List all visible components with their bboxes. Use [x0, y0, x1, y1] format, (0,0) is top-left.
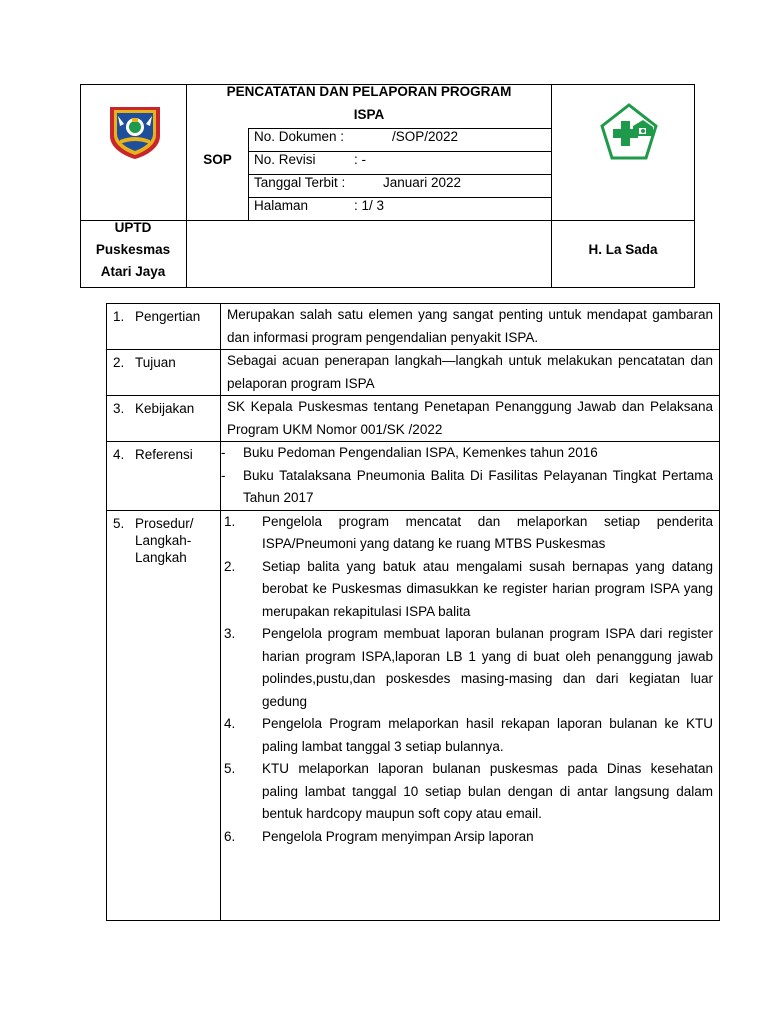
procedure-step: [224, 623, 713, 713]
procedure-step: [224, 758, 713, 826]
row-kebijakan: [107, 396, 720, 442]
page-value: : 1/ 3: [354, 198, 385, 213]
section-label-cell: [107, 396, 221, 442]
dash-marker: -: [221, 467, 226, 483]
step-number: 5.: [224, 761, 236, 776]
section-number: 4.: [113, 447, 125, 462]
reference-text: Buku Pedoman Pengendalian ISPA, Kemenkes tahun 2016: [243, 445, 598, 460]
org-name-line1: UPTD: [114, 220, 152, 235]
step-text: Pengelola program membuat laporan bulanan program ISPA dari register harian program ISPA,laporan LB 1 yang di buat oleh penanggung jawab polindes,pustu,dan poskesdes masing-masing dan dari kegiatan luar gedung: [262, 626, 713, 709]
page-label: Halaman: [254, 198, 309, 213]
procedure-step: [224, 826, 713, 849]
reference-item: [221, 465, 713, 510]
reference-item: [221, 442, 713, 465]
step-text: Pengelola Program menyimpan Arsip laporan: [262, 828, 534, 844]
row-prosedur: [107, 510, 720, 920]
procedure-step: [224, 511, 713, 556]
revision-value: : -: [354, 152, 366, 167]
label-line: Langkah: [135, 549, 187, 565]
document-title-line2: ISPA: [353, 107, 385, 122]
procedure-step: [224, 713, 713, 758]
step-number: 6.: [224, 828, 236, 844]
doc-number-value: /SOP/2022: [392, 129, 459, 144]
section-number: 5.: [113, 515, 125, 531]
emblem-icon: [106, 104, 164, 160]
section-label-cell: [107, 442, 221, 511]
referensi-list: [221, 442, 720, 511]
prosedur-steps: [221, 510, 720, 920]
section-label-cell: [107, 304, 221, 350]
row-referensi: [107, 442, 720, 511]
org-name-line2: Puskesmas: [95, 242, 171, 257]
pengertian-text: Merupakan salah satu elemen yang sangat penting untuk mendapat gambaran dan informasi program pengendalian penyakit ISPA.: [221, 304, 720, 350]
org-name-line3: Atari Jaya: [100, 264, 166, 279]
step-number: 1.: [224, 513, 236, 529]
issue-date-label: Tanggal Terbit :: [254, 175, 346, 190]
tujuan-text: Sebagai acuan penerapan langkah—langkah untuk melakukan pencatatan dan pelaporan program ISPA: [221, 350, 720, 396]
regional-emblem: [106, 104, 164, 160]
section-label: Referensi: [135, 447, 193, 462]
step-number: 3.: [224, 626, 236, 641]
kebijakan-text: SK Kepala Puskesmas tentang Penetapan Penanggung Jawab dan Pelaksana Program UKM Nomor 001/SK /2022: [221, 396, 720, 442]
section-label: Pengertian: [135, 309, 201, 324]
row-pengertian: [107, 304, 720, 350]
step-number: 4.: [224, 716, 236, 731]
label-line: Langkah-: [135, 532, 192, 548]
step-number: 2.: [224, 558, 236, 574]
signatory-name: H. La Sada: [588, 242, 658, 257]
puskesmas-logo: [599, 103, 659, 161]
step-text: Pengelola Program melaporkan hasil rekapan laporan bulanan ke KTU paling lambat tanggal 3 setiap bulannya.: [262, 716, 713, 754]
section-number: 1.: [113, 309, 125, 324]
step-text: KTU melaporkan laporan bulanan puskesmas pada Dinas kesehatan paling lambat tanggal 10 setiap bulan dengan di antar langsung dalam bentuk hardcopy maupun soft copy atau email.: [262, 761, 713, 821]
row-tujuan: [107, 350, 720, 396]
step-text: Setiap balita yang batuk atau mengalami susah bernapas yang datang berobat ke Puskesmas dimasukkan ke register harian program ISPA yang merupakan rekapitulasi ISPA balita: [262, 558, 713, 619]
section-label: [135, 515, 194, 566]
section-number: 2.: [113, 355, 125, 370]
revision-label: No. Revisi: [254, 152, 316, 167]
reference-text: Buku Tatalaksana Pneumonia Balita Di Fasilitas Pelayanan Tingkat Pertama Tahun 2017: [243, 467, 713, 505]
doc-number-label: No. Dokumen :: [254, 129, 345, 144]
section-label-cell: [107, 510, 221, 920]
label-line: Prosedur/: [135, 515, 194, 531]
issue-date-value: Januari 2022: [383, 175, 462, 190]
puskesmas-logo-icon: [599, 103, 659, 161]
section-label: Kebijakan: [135, 401, 195, 416]
sop-content-table: [106, 303, 720, 921]
sop-label: SOP: [203, 152, 232, 167]
section-label-cell: [107, 350, 221, 396]
section-number: 3.: [113, 401, 125, 416]
step-text: Pengelola program mencatat dan melaporkan setiap penderita ISPA/Pneumoni yang datang ke ruang MTBS Puskesmas: [262, 513, 713, 551]
section-label: Tujuan: [135, 355, 176, 370]
dash-marker: -: [221, 445, 226, 460]
document-title-line1: PENCATATAN DAN PELAPORAN PROGRAM: [226, 84, 512, 99]
procedure-step: [224, 556, 713, 624]
